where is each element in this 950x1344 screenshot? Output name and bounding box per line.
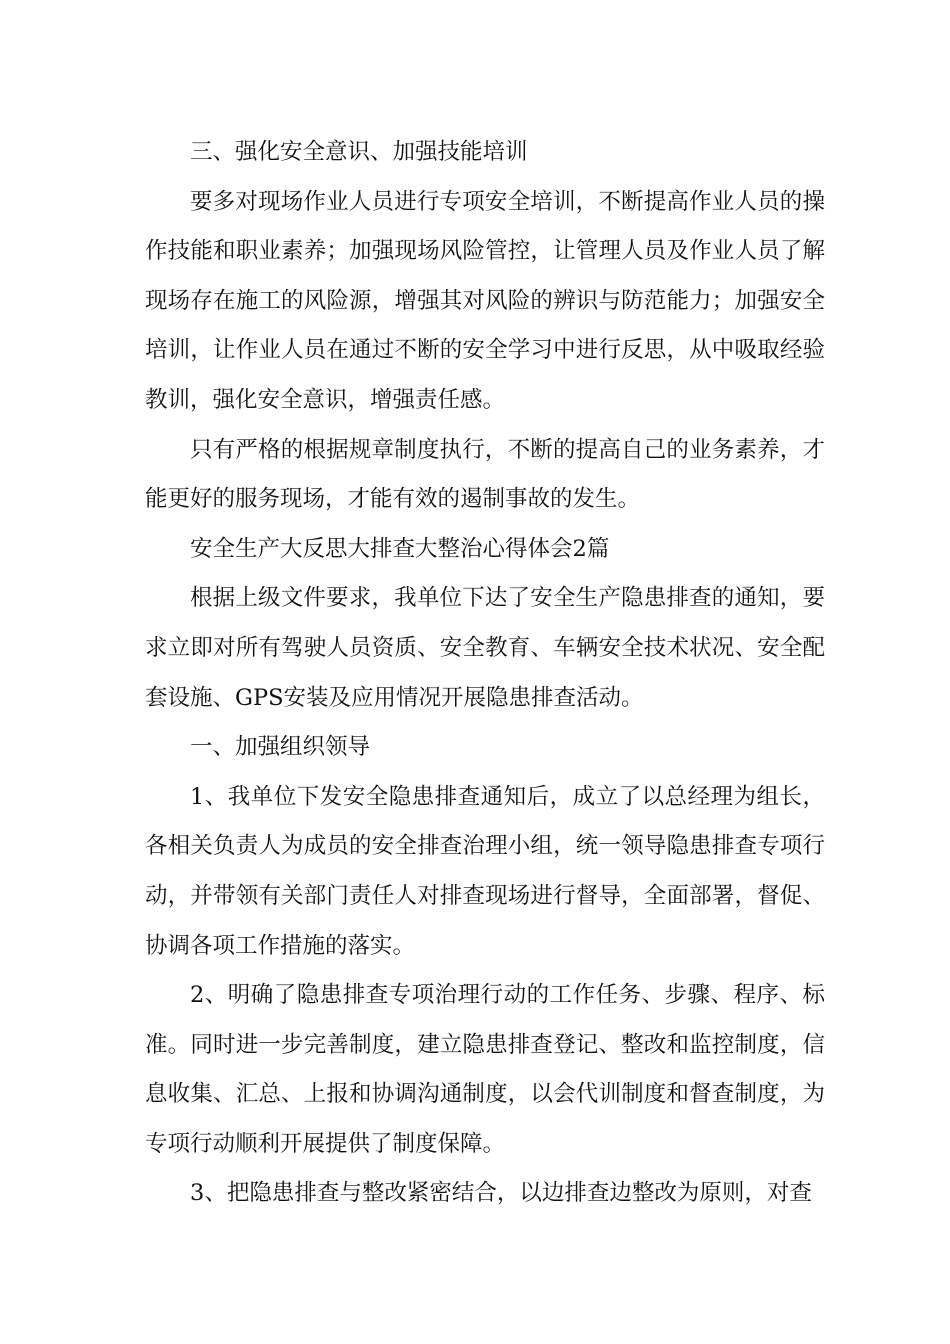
section-heading-1: 一、加强组织领导: [190, 734, 371, 761]
paragraph-intro: 根据上级文件要求，我单位下达了安全生产隐患排查的通知，要求立即对所有驾驶人员资质、安全教育、车辆安全技术状况、安全配套设施、GPS安装及应用情况开展隐患排查活动。: [145, 585, 825, 711]
paragraph-training: 要多对现场作业人员进行专项安全培训，不断提高作业人员的操作技能和职业素养；加强现场风险管控，让管理人员及作业人员了解现场存在施工的风险源，增强其对风险的辨识与防范能力；加强安全培训，让作业人员在通过不断的安全学习中进行反思，从中吸取经验教训，强化安全意识，增强责任感。: [145, 188, 825, 413]
section-heading-3: 三、强化安全意识、加强技能培训: [190, 139, 528, 165]
paragraph-conclusion: 只有严格的根据规章制度执行，不断的提高自己的业务素养，才能更好的服务现场，才能有效的遏制事故的发生。: [145, 436, 825, 513]
paragraph-item-3: 3、把隐患排查与整改紧密结合，以边排查边整改为原则，对查: [190, 1180, 812, 1207]
paragraph-item-2: 2、明确了隐患排查专项治理行动的工作任务、步骤、程序、标准。同时进一步完善制度，建立隐患排查登记、整改和监控制度，信息收集、汇总、上报和协调沟通制度，以会代训制度和督查制度，为专项行动顺利开展提供了制度保障。: [145, 982, 825, 1157]
paragraph-item-1: 1、我单位下发安全隐患排查通知后，成立了以总经理为组长，各相关负责人为成员的安全排查治理小组，统一领导隐患排查专项行动，并带领有关部门责任人对排查现场进行督导，全面部署，督促、协调各项工作措施的落实。: [145, 783, 825, 959]
document-body: [145, 128, 825, 1219]
article-title: 安全生产大反思大排查大整治心得体会2篇: [190, 535, 610, 562]
